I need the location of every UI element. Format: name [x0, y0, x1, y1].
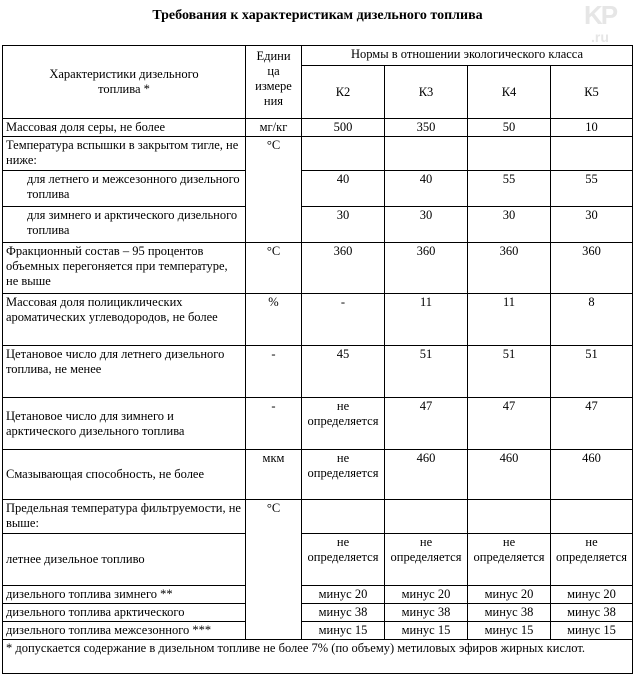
- cell-k3: минус 20: [385, 586, 468, 604]
- class-k5: К5: [551, 66, 633, 119]
- row-unit: %: [246, 294, 302, 346]
- cell-k2: не определяется: [302, 450, 385, 500]
- cell-k4: 51: [468, 346, 551, 398]
- table-row: [3, 604, 633, 622]
- cell-k5: 55: [551, 171, 633, 207]
- cell-k3: 350: [385, 119, 468, 137]
- cell-k4: 50: [468, 119, 551, 137]
- cell-k4: 460: [468, 450, 551, 500]
- row-label: летнее дизельное топливо: [3, 534, 246, 586]
- cell-k3: 360: [385, 243, 468, 294]
- cell-k4: минус 15: [468, 622, 551, 640]
- row-unit: °С: [246, 243, 302, 294]
- cell-k3: 460: [385, 450, 468, 500]
- row-unit: °С: [246, 137, 302, 243]
- page-title: Требования к характеристикам дизельного топлива: [152, 8, 483, 23]
- row-unit: -: [246, 398, 302, 450]
- cell-k2: 500: [302, 119, 385, 137]
- cell-k4: 47: [468, 398, 551, 450]
- table-row: [3, 207, 633, 243]
- row-label: Цетановое число для зимнего и арктического дизельного топлива: [3, 398, 246, 450]
- cell-k4: 360: [468, 243, 551, 294]
- cell-k2: -: [302, 294, 385, 346]
- table-row: [3, 586, 633, 604]
- cell-k5: минус 38: [551, 604, 633, 622]
- table-row: [3, 119, 633, 137]
- class-k4: К4: [468, 66, 551, 119]
- cell-k5: 8: [551, 294, 633, 346]
- cell-k3: 51: [385, 346, 468, 398]
- cell-k2: минус 38: [302, 604, 385, 622]
- cell-k2: 40: [302, 171, 385, 207]
- table-row: [3, 398, 633, 450]
- footnote: * допускается содержание в дизельном топливе не более 7% (по объему) метиловых эфиров жирных кислот.: [3, 640, 633, 674]
- table-row: [3, 534, 633, 586]
- cell-k2: 45: [302, 346, 385, 398]
- cell-k5: не определяется: [551, 534, 633, 586]
- table-row: [3, 450, 633, 500]
- table-row: [3, 346, 633, 398]
- cell-k2: не определяется: [302, 398, 385, 450]
- requirements-table: [2, 45, 633, 674]
- row-label: Цетановое число для летнего дизельного топлива, не менее: [3, 346, 246, 398]
- header-unit: Едини ца измере ния: [246, 46, 302, 119]
- row-label: Массовая доля серы, не более: [3, 119, 246, 137]
- cell-k4: минус 38: [468, 604, 551, 622]
- row-label: для летнего и межсезонного дизельного топлива: [3, 171, 246, 207]
- table-row: [3, 171, 633, 207]
- cell-k5: 47: [551, 398, 633, 450]
- table-row: [3, 243, 633, 294]
- table-row: [3, 500, 633, 534]
- row-label: Смазывающая способность, не более: [3, 450, 246, 500]
- row-unit: -: [246, 346, 302, 398]
- cell-k5: минус 20: [551, 586, 633, 604]
- cell-k3: минус 38: [385, 604, 468, 622]
- class-k3: К3: [385, 66, 468, 119]
- cell-k5: 10: [551, 119, 633, 137]
- cell-k2: минус 20: [302, 586, 385, 604]
- kp-logo: KP .ru: [583, 0, 617, 45]
- row-label: Температура вспышки в закрытом тигле, не ниже:: [3, 137, 246, 171]
- row-label: Массовая доля полициклических ароматических углеводородов, не более: [3, 294, 246, 346]
- cell-k3: 30: [385, 207, 468, 243]
- table-row: [3, 294, 633, 346]
- row-label: дизельного топлива межсезонного ***: [3, 622, 246, 640]
- row-label: дизельного топлива арктического: [3, 604, 246, 622]
- cell-k3: минус 15: [385, 622, 468, 640]
- cell-k3: 40: [385, 171, 468, 207]
- cell-k4: 30: [468, 207, 551, 243]
- row-unit: мг/кг: [246, 119, 302, 137]
- footnote-row: [3, 640, 633, 674]
- cell-k4: не определяется: [468, 534, 551, 586]
- cell-k5: 51: [551, 346, 633, 398]
- header-characteristic: Характеристики дизельного топлива *: [3, 46, 246, 119]
- cell-k4: 11: [468, 294, 551, 346]
- cell-k2: не определяется: [302, 534, 385, 586]
- row-label: для зимнего и арктического дизельного топлива: [3, 207, 246, 243]
- row-unit: мкм: [246, 450, 302, 500]
- cell-k2: 360: [302, 243, 385, 294]
- cell-k5: 360: [551, 243, 633, 294]
- cell-k4: 55: [468, 171, 551, 207]
- cell-k3: 47: [385, 398, 468, 450]
- cell-k4: минус 20: [468, 586, 551, 604]
- row-label: Фракционный состав – 95 процентов объемных перегоняется при температуре, не выше: [3, 243, 246, 294]
- header-row: [3, 46, 633, 66]
- cell-k5: 460: [551, 450, 633, 500]
- cell-k3: не определяется: [385, 534, 468, 586]
- cell-k3: 11: [385, 294, 468, 346]
- row-label: Предельная температура фильтруемости, не выше:: [3, 500, 246, 534]
- cell-k2: 30: [302, 207, 385, 243]
- row-label: дизельного топлива зимнего **: [3, 586, 246, 604]
- cell-k5: минус 15: [551, 622, 633, 640]
- table-row: [3, 137, 633, 171]
- class-k2: К2: [302, 66, 385, 119]
- table-row: [3, 622, 633, 640]
- cell-k5: 30: [551, 207, 633, 243]
- header-norms: Нормы в отношении экологического класса: [302, 46, 633, 66]
- cell-k2: минус 15: [302, 622, 385, 640]
- row-unit: °С: [246, 500, 302, 640]
